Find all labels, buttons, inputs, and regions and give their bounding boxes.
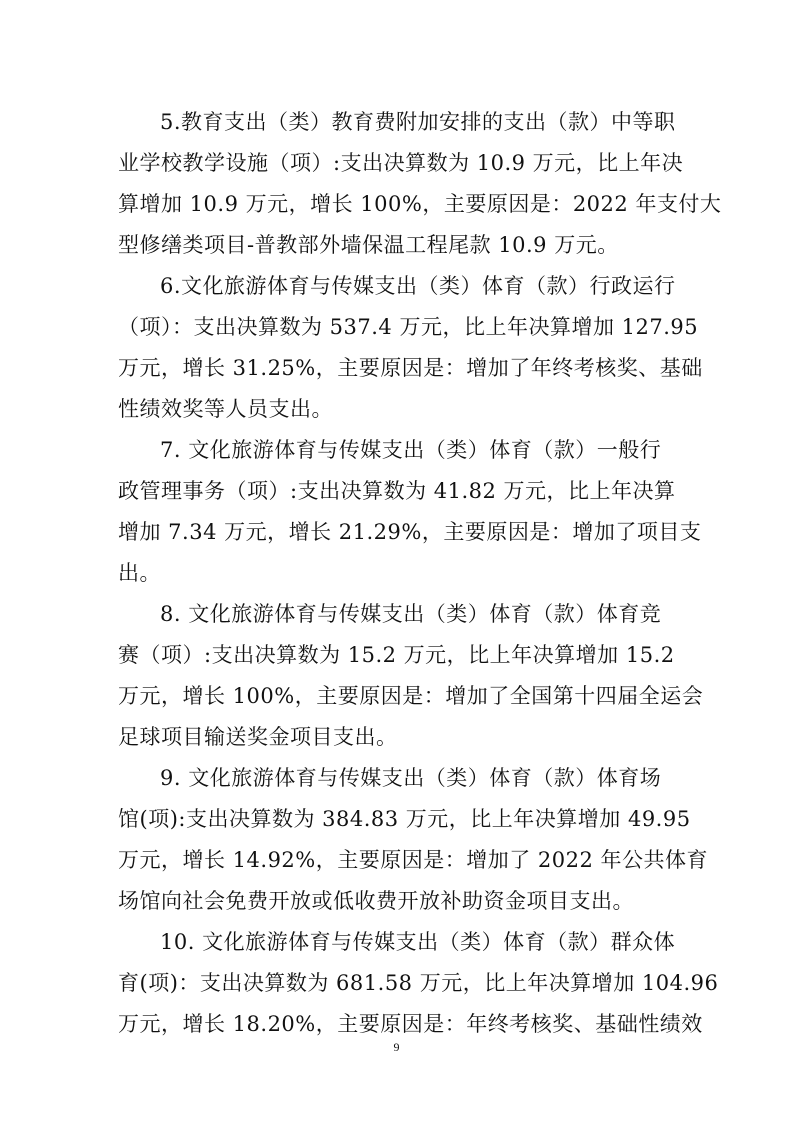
text-line: 万元，增长 14.92%，主要原因是：增加了 2022 年公共体育 <box>118 848 709 872</box>
text-line: 10. 文化旅游体育与传媒支出（类）体育（款）群众体 <box>160 930 676 954</box>
text-line: 出。 <box>118 561 161 585</box>
text-line: 6.文化旅游体育与传媒支出（类）体育（款）行政运行 <box>160 274 676 298</box>
text-line: 场馆向社会免费开放或低收费开放补助资金项目支出。 <box>118 889 634 913</box>
text-line: 业学校教学设施（项）:支出决算数为 10.9 万元，比上年决 <box>118 151 684 175</box>
text-line: 万元，增长 18.20%，主要原因是：年终考核奖、基础性绩效 <box>118 1012 703 1036</box>
text-line: 8. 文化旅游体育与传媒支出（类）体育（款）体育竞 <box>160 602 662 626</box>
text-line: 增加 7.34 万元，增长 21.29%，主要原因是：增加了项目支 <box>118 520 702 544</box>
text-line: 足球项目输送奖金项目支出。 <box>118 725 398 749</box>
paragraph-item-6 <box>118 266 703 430</box>
text-line: 育(项)：支出决算数为 681.58 万元，比上年决算增加 104.96 <box>118 971 719 995</box>
text-line: 政管理事务（项）:支出决算数为 41.82 万元，比上年决算 <box>118 479 676 503</box>
text-line: 赛（项）:支出决算数为 15.2 万元，比上年决算增加 15.2 <box>118 643 675 667</box>
text-line: 万元，增长 31.25%，主要原因是：增加了年终考核奖、基础 <box>118 356 703 380</box>
document-body <box>118 102 722 1045</box>
text-line: 9. 文化旅游体育与传媒支出（类）体育（款）体育场 <box>160 766 662 790</box>
paragraph-item-8 <box>118 594 704 758</box>
text-line: （项）：支出决算数为 537.4 万元，比上年决算增加 127.95 <box>118 315 699 339</box>
paragraph-item-5 <box>118 102 722 266</box>
paragraph-item-7 <box>118 430 702 594</box>
text-line: 馆(项):支出决算数为 384.83 万元，比上年决算增加 49.95 <box>118 807 691 831</box>
paragraph-item-9 <box>118 758 709 922</box>
paragraph-item-10 <box>118 922 719 1045</box>
text-line: 5.教育支出（类）教育费附加安排的支出（款）中等职 <box>160 110 676 134</box>
page-number: 9 <box>393 1040 400 1054</box>
text-line: 性绩效奖等人员支出。 <box>118 397 333 421</box>
text-line: 算增加 10.9 万元，增长 100%，主要原因是：2022 年支付大 <box>118 192 722 216</box>
text-line: 7. 文化旅游体育与传媒支出（类）体育（款）一般行 <box>160 438 662 462</box>
text-line: 型修缮类项目-普教部外墙保温工程尾款 10.9 万元。 <box>118 233 619 257</box>
text-line: 万元，增长 100%，主要原因是：增加了全国第十四届全运会 <box>118 684 704 708</box>
